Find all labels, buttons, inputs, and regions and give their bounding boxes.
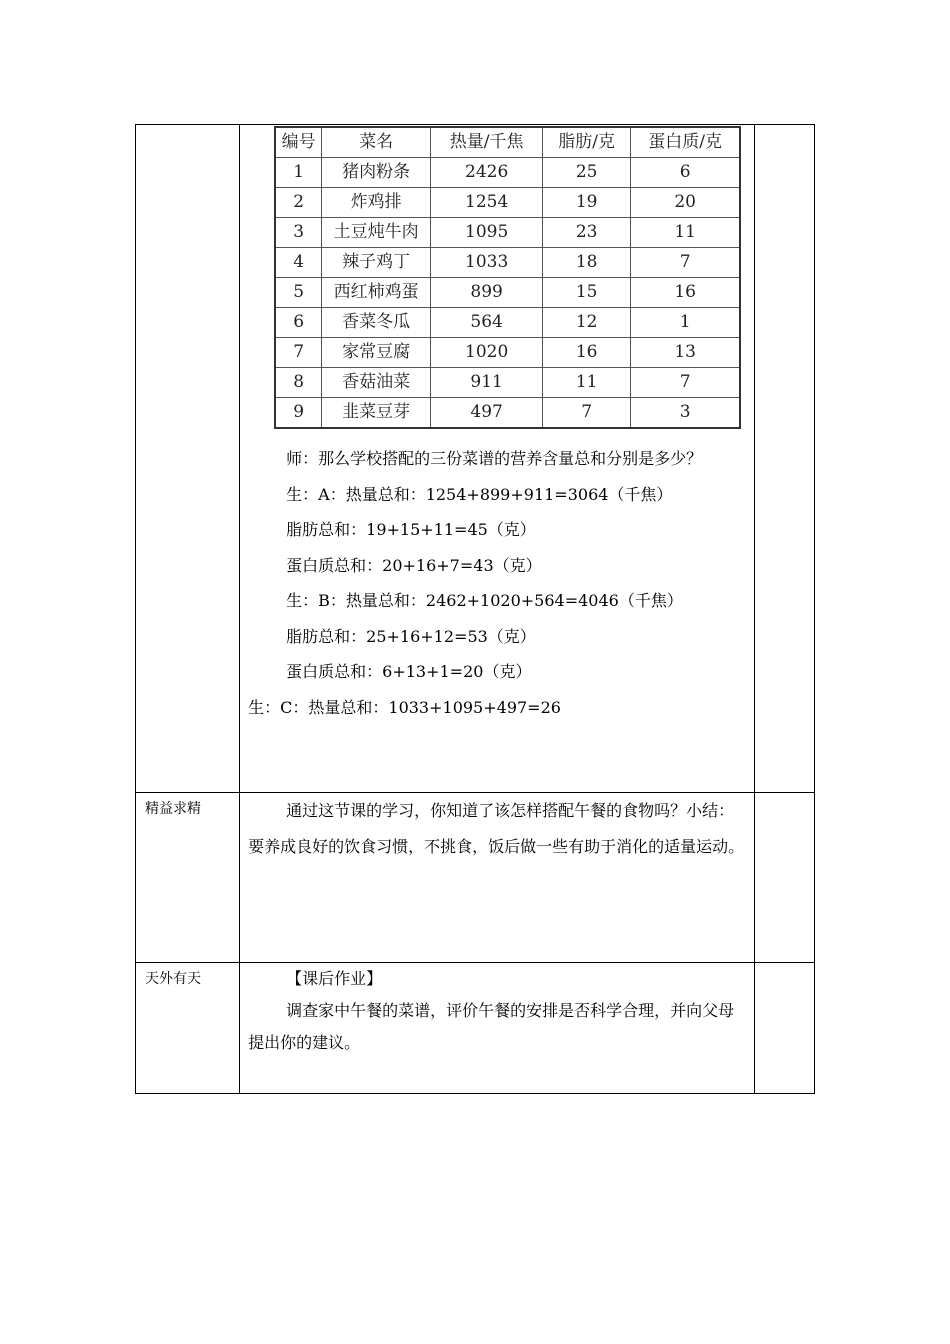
menu-header-cell: 热量/千焦 (431, 127, 543, 158)
menu-cell: 8 (275, 368, 322, 398)
answer-c-heat: 生：C：热量总和：1033+1095+497=26 (248, 697, 561, 717)
menu-cell: 6 (631, 158, 741, 188)
row2-content-cell (240, 793, 755, 963)
menu-cell: 2 (275, 188, 322, 218)
menu-row (275, 248, 740, 278)
row-discussion (136, 125, 815, 793)
menu-cell: 7 (275, 338, 322, 368)
row-refine (136, 793, 815, 963)
menu-cell: 7 (543, 398, 631, 429)
answer-b-heat: 生：B：热量总和：2462+1020+564=4046（千焦） (286, 591, 683, 610)
menu-cell: 12 (543, 308, 631, 338)
menu-cell: 4 (275, 248, 322, 278)
menu-cell: 3 (631, 398, 741, 429)
answer-b-fat: 脂肪总和：25+16+12=53（克） (286, 626, 536, 646)
row3-content-cell (240, 963, 755, 1094)
menu-cell: 19 (543, 188, 631, 218)
menu-row (275, 398, 740, 429)
row1-label-cell (136, 125, 240, 793)
menu-cell: 23 (543, 218, 631, 248)
answer-a-protein: 蛋白质总和：20+16+7=43（克） (286, 555, 542, 575)
menu-row (275, 158, 740, 188)
homework-text: 调查家中午餐的菜谱，评价午餐的安排是否科学合理，并向父母提出你的建议。 (248, 1001, 735, 1052)
menu-header-row (275, 127, 740, 158)
menu-cell: 炸鸡排 (322, 188, 431, 218)
menu-cell: 5 (275, 278, 322, 308)
menu-cell: 1254 (431, 188, 543, 218)
row1-content-cell (240, 125, 755, 793)
menu-cell: 899 (431, 278, 543, 308)
menu-cell: 16 (631, 278, 741, 308)
menu-row (275, 338, 740, 368)
section-label-homework: 天外有天 (136, 963, 240, 1094)
menu-cell: 辣子鸡丁 (322, 248, 431, 278)
section-label-refine: 精益求精 (136, 793, 240, 963)
menu-cell: 11 (631, 218, 741, 248)
menu-cell: 16 (543, 338, 631, 368)
menu-nutrition-table (274, 126, 741, 429)
row1-side-cell (754, 125, 814, 793)
menu-cell: 家常豆腐 (322, 338, 431, 368)
menu-cell: 7 (631, 248, 741, 278)
answer-b-protein: 蛋白质总和：6+13+1=20（克） (286, 662, 532, 681)
menu-cell: 20 (631, 188, 741, 218)
menu-cell: 西红柿鸡蛋 (322, 278, 431, 308)
menu-cell: 香菜冬瓜 (322, 308, 431, 338)
dialogue-block (240, 429, 754, 725)
menu-header-cell: 蛋白质/克 (631, 127, 741, 158)
row3-side-cell (754, 963, 814, 1094)
menu-header-cell: 编号 (275, 127, 322, 158)
menu-cell: 18 (543, 248, 631, 278)
menu-cell: 564 (431, 308, 543, 338)
menu-cell: 15 (543, 278, 631, 308)
row-homework (136, 963, 815, 1094)
menu-row (275, 368, 740, 398)
teacher-question: 师：那么学校搭配的三份菜谱的营养含量总和分别是多少？ (286, 449, 703, 468)
menu-cell: 2426 (431, 158, 543, 188)
menu-table-wrapper (240, 125, 754, 429)
menu-cell: 6 (275, 308, 322, 338)
row2-side-cell (754, 793, 814, 963)
homework-block (240, 963, 754, 1059)
menu-table-body (275, 158, 740, 429)
menu-row (275, 278, 740, 308)
menu-cell: 497 (431, 398, 543, 429)
menu-cell: 1 (275, 158, 322, 188)
menu-cell: 韭菜豆芽 (322, 398, 431, 429)
menu-cell: 7 (631, 368, 741, 398)
menu-cell: 1 (631, 308, 741, 338)
menu-cell: 9 (275, 398, 322, 429)
menu-row (275, 188, 740, 218)
answer-a-heat: 生：A：热量总和：1254+899+911=3064（千焦） (286, 484, 673, 504)
menu-cell: 3 (275, 218, 322, 248)
menu-cell: 1020 (431, 338, 543, 368)
answer-a-fat: 脂肪总和：19+15+11=45（克） (286, 520, 536, 539)
homework-heading: 【课后作业】 (286, 969, 383, 988)
menu-cell: 土豆炖牛肉 (322, 218, 431, 248)
menu-row (275, 218, 740, 248)
menu-cell: 25 (543, 158, 631, 188)
refine-block (240, 793, 754, 864)
menu-cell: 911 (431, 368, 543, 398)
menu-cell: 13 (631, 338, 741, 368)
menu-row (275, 308, 740, 338)
menu-header-cell: 脂肪/克 (543, 127, 631, 158)
menu-cell: 1033 (431, 248, 543, 278)
menu-cell: 11 (543, 368, 631, 398)
menu-cell: 香菇油菜 (322, 368, 431, 398)
menu-header-cell: 菜名 (322, 127, 431, 158)
lesson-plan-table (135, 124, 815, 1094)
menu-cell: 1095 (431, 218, 543, 248)
refine-summary-text: 通过这节课的学习，你知道了该怎样搭配午餐的食物吗？小结：要养成良好的饮食习惯，不挑食，饭后做一些有助于消化的适量运动。 (248, 801, 745, 856)
menu-cell: 猪肉粉条 (322, 158, 431, 188)
